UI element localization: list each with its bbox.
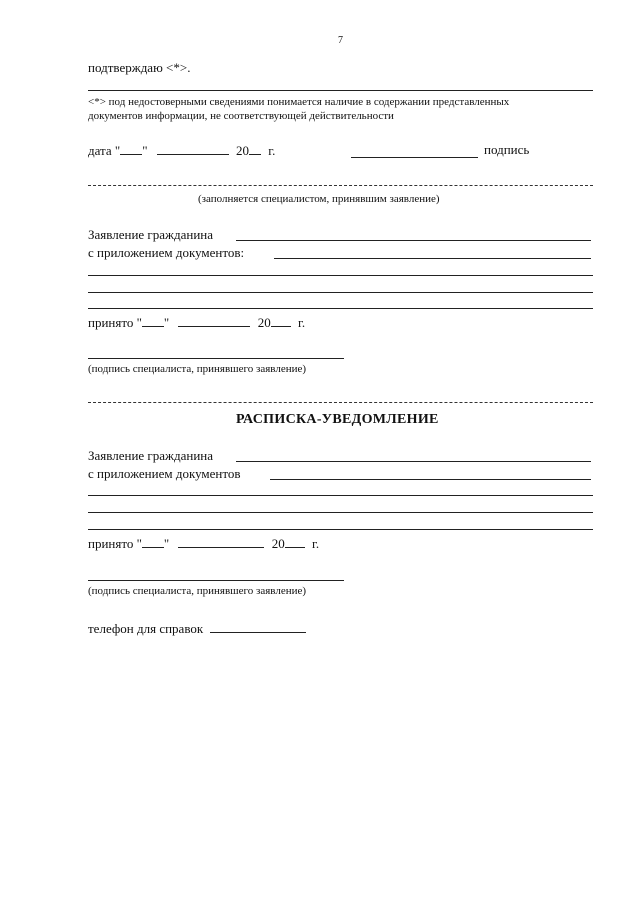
- receipt-accepted-year-suffix: г.: [311, 536, 320, 551]
- receipt-accepted-quote-close: ": [163, 536, 170, 551]
- footnote-separator: [88, 90, 593, 91]
- attachments-line[interactable]: [88, 292, 593, 293]
- receipt-application-label: Заявление гражданина: [88, 448, 214, 463]
- footnote-line-2: документов информации, не соответствующей действительности: [88, 110, 394, 122]
- dashed-separator-2: [88, 402, 593, 403]
- footnote-line-1: <*> под недостоверными сведениями понимается наличие в содержании представленных: [88, 96, 510, 108]
- year-field[interactable]: [249, 143, 261, 155]
- receipt-accepted-row: [88, 536, 319, 550]
- year-suffix: г.: [268, 143, 276, 158]
- month-field[interactable]: [157, 143, 229, 155]
- receipt-accepted-year-prefix: 20: [271, 536, 285, 551]
- accepted-year-field[interactable]: [271, 315, 291, 327]
- receipt-specialist-signature-caption: (подпись специалиста, принявшего заявление): [88, 585, 307, 597]
- receipt-accepted-month-field[interactable]: [178, 536, 264, 548]
- receipt-attachments-line[interactable]: [88, 512, 593, 513]
- attachments-line[interactable]: [88, 275, 593, 276]
- accepted-year-prefix: 20: [257, 315, 271, 330]
- confirm-text: подтверждаю <*>.: [88, 60, 191, 75]
- day-field[interactable]: [120, 143, 142, 155]
- dashed-separator-1: [88, 185, 593, 186]
- receipt-accepted-label: принято ": [88, 536, 142, 551]
- attachments-line[interactable]: [88, 308, 593, 309]
- signature-field[interactable]: [351, 157, 478, 158]
- date-label: дата ": [88, 143, 121, 158]
- receipt-attachments-field[interactable]: [270, 479, 591, 480]
- phone-label: телефон для справок: [88, 621, 204, 636]
- specialist-signature-field[interactable]: [88, 358, 344, 359]
- signature-label: подпись: [484, 142, 530, 157]
- accepted-label: принято ": [88, 315, 142, 330]
- accepted-year-suffix: г.: [297, 315, 306, 330]
- page-number: 7: [338, 35, 343, 46]
- receipt-accepted-year-field[interactable]: [285, 536, 305, 548]
- accepted-row: [88, 315, 305, 329]
- year-prefix: 20: [236, 143, 250, 158]
- receipt-accepted-day-field[interactable]: [142, 536, 164, 548]
- receipt-attachments-line[interactable]: [88, 529, 593, 530]
- receipt-attachments-label: с приложением документов: [88, 466, 241, 481]
- phone-field[interactable]: [210, 621, 306, 633]
- attachments-field[interactable]: [274, 258, 591, 259]
- receipt-application-field[interactable]: [236, 461, 591, 462]
- specialist-signature-caption: (подпись специалиста, принявшего заявление): [88, 363, 307, 375]
- receipt-attachments-line[interactable]: [88, 495, 593, 496]
- receipt-title: РАСПИСКА-УВЕДОМЛЕНИЕ: [236, 412, 439, 427]
- phone-row: [88, 621, 306, 635]
- date-row: [88, 143, 275, 157]
- date-quote-close: ": [142, 143, 148, 158]
- accepted-quote-close: ": [163, 315, 170, 330]
- application-field[interactable]: [236, 240, 591, 241]
- receipt-specialist-signature-field[interactable]: [88, 580, 344, 581]
- filled-by-specialist-caption: (заполняется специалистом, принявшим заявление): [198, 193, 440, 205]
- attachments-label: с приложением документов:: [88, 245, 245, 260]
- application-label: Заявление гражданина: [88, 227, 214, 242]
- accepted-month-field[interactable]: [178, 315, 250, 327]
- accepted-day-field[interactable]: [142, 315, 164, 327]
